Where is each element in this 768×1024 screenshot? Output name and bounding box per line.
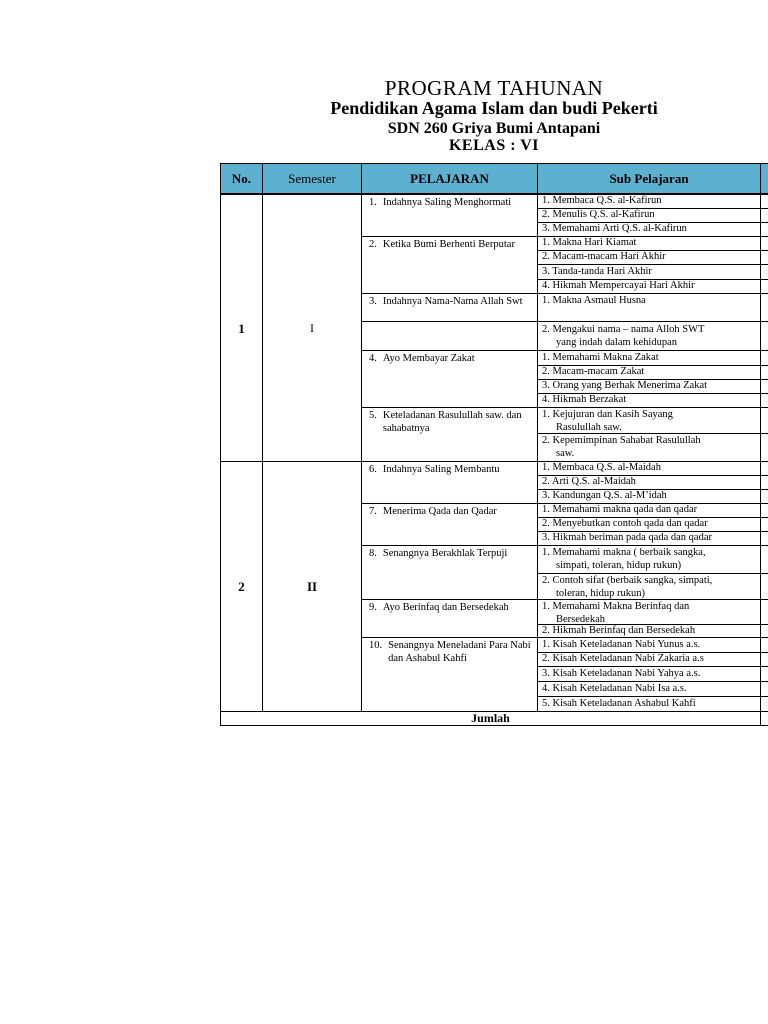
sub-pelajaran-text: 3. Orang yang Berhak Menerima Zakat (542, 380, 708, 391)
sub-pelajaran-cell (537, 194, 761, 209)
sub-pelajaran-cell (537, 637, 761, 653)
sub-pelajaran-text-cont: yang indah dalam kehidupan (556, 337, 678, 348)
sub-pelajaran-cell (537, 365, 761, 380)
sub-pelajaran-cell (537, 666, 761, 682)
pelajaran-title: Ketika Bumi Berhenti Berputar (382, 239, 515, 250)
sub-pelajaran-cell (537, 652, 761, 667)
sub-pelajaran-cell (537, 503, 761, 518)
extra-cell (760, 194, 768, 209)
pelajaran-cell (361, 236, 538, 294)
class-label: KELAS : VI (448, 137, 540, 154)
sub-pelajaran-text: 2. Hikmah Berinfaq dan Bersedekah (542, 625, 696, 636)
extra-cell (760, 696, 768, 712)
sub-pelajaran-text: 1. Memahami makna ( berbaik sangka, (542, 547, 706, 558)
sub-pelajaran-text: 1. Membaca Q.S. al-Kafirun (542, 195, 662, 206)
col-no-header: No. (220, 163, 263, 194)
semester-cell: II (262, 461, 362, 712)
sub-pelajaran-cell (537, 433, 761, 462)
pelajaran-title: Keteladanan Rasulullah saw. dan sahabatnya (382, 410, 522, 434)
sub-pelajaran-text: 3. Memahami Arti Q.S. al-Kafirun (542, 223, 687, 234)
sub-pelajaran-cell (537, 264, 761, 280)
extra-cell (760, 264, 768, 280)
extra-cell (760, 279, 768, 294)
extra-cell (760, 236, 768, 251)
sub-pelajaran-cell (537, 545, 761, 574)
pelajaran-cell (361, 637, 538, 712)
pelajaran-number: 3. (369, 296, 377, 307)
extra-cell (760, 681, 768, 697)
sub-pelajaran-text: 3. Tanda-tanda Hari Akhir (542, 266, 652, 277)
sub-pelajaran-text-cont: Bersedekah (556, 614, 605, 625)
extra-cell (760, 666, 768, 682)
sub-pelajaran-cell (537, 624, 761, 638)
col-pelajaran-header: PELAJARAN (361, 163, 538, 194)
pelajaran-title: Indahnya Saling Menghormati (382, 197, 512, 208)
row-number: 1 (220, 194, 263, 462)
pelajaran-title: Ayo Berinfaq dan Bersedekah (382, 602, 509, 613)
pelajaran-cell (361, 194, 538, 237)
document-subtitle: Pendidikan Agama Islam dan budi Pekerti (330, 98, 658, 118)
sub-pelajaran-cell (537, 222, 761, 237)
sub-pelajaran-text: 2. Mengakui nama – nama Alloh SWT (542, 324, 705, 335)
extra-cell (760, 208, 768, 223)
sub-pelajaran-text: 1. Memahami Makna Zakat (542, 352, 659, 363)
extra-cell (760, 365, 768, 380)
extra-cell (760, 350, 768, 366)
pelajaran-number: 2. (369, 239, 377, 250)
sub-pelajaran-text: 4. Kisah Keteladanan Nabi Isa a.s. (542, 683, 687, 694)
school-name: SDN 260 Griya Bumi Antapani (387, 120, 601, 137)
sub-pelajaran-text: 1. Membaca Q.S. al-Maidah (542, 462, 661, 473)
pelajaran-number: 10. (369, 640, 383, 651)
pelajaran-number: 4. (369, 353, 377, 364)
jumlah-extra-cell (760, 711, 768, 726)
sub-pelajaran-text: 2. Macam-macam Zakat (542, 366, 645, 377)
col-sub-pelajaran-header: Sub Pelajaran (537, 163, 761, 194)
sub-pelajaran-text: 1. Kejujuran dan Kasih Sayang (542, 409, 673, 420)
sub-pelajaran-cell (537, 293, 761, 322)
sub-pelajaran-cell (537, 279, 761, 294)
pelajaran-title: Ayo Membayar Zakat (382, 353, 475, 364)
extra-cell (760, 475, 768, 490)
extra-cell (760, 393, 768, 408)
sub-pelajaran-cell (537, 379, 761, 394)
sub-pelajaran-cell (537, 531, 761, 546)
sub-pelajaran-cell (537, 573, 761, 600)
extra-cell (760, 250, 768, 265)
pelajaran-cell (361, 293, 538, 322)
jumlah-row: Jumlah (220, 711, 761, 726)
pelajaran-number: 8. (369, 548, 377, 559)
pelajaran-number: 6. (369, 464, 377, 475)
sub-pelajaran-cell (537, 321, 761, 351)
document-title: PROGRAM TAHUNAN (384, 76, 604, 100)
extra-cell (760, 407, 768, 434)
pelajaran-number: 7. (369, 506, 377, 517)
sub-pelajaran-text: 1. Makna Hari Kiamat (542, 237, 637, 248)
sub-pelajaran-text: 4. Hikmah Berzakat (542, 394, 627, 405)
sub-pelajaran-cell (537, 236, 761, 251)
pelajaran-number: 9. (369, 602, 377, 613)
sub-pelajaran-text: 3. Kisah Keteladanan Nabi Yahya a.s. (542, 668, 701, 679)
sub-pelajaran-text: 1. Kisah Keteladanan Nabi Yunus a.s. (542, 639, 701, 650)
sub-pelajaran-text: 1. Memahami Makna Berinfaq dan (542, 601, 690, 612)
sub-pelajaran-text: 2. Kisah Keteladanan Nabi Zakaria a.s (542, 653, 704, 664)
sub-pelajaran-text: 3. Kandungan Q.S. al-M’idah (542, 490, 667, 501)
pelajaran-cell (361, 350, 538, 408)
pelajaran-cell (361, 461, 538, 504)
extra-cell (760, 624, 768, 638)
sub-pelajaran-cell (537, 350, 761, 366)
extra-cell (760, 531, 768, 546)
extra-cell (760, 433, 768, 462)
pelajaran-title: Senangnya Meneladani Para Nabi dan Ashabul Kahfi (388, 640, 531, 664)
extra-cell (760, 293, 768, 322)
sub-pelajaran-cell (537, 599, 761, 625)
pelajaran-cell (361, 503, 538, 546)
pelajaran-cell (361, 599, 538, 638)
sub-pelajaran-cell (537, 208, 761, 223)
sub-pelajaran-text: 3. Hikmah beriman pada qada dan qadar (542, 532, 712, 543)
extra-cell (760, 652, 768, 667)
sub-pelajaran-text-cont: saw. (556, 448, 575, 459)
extra-cell (760, 573, 768, 600)
pelajaran-cell-empty (361, 321, 538, 351)
sub-pelajaran-text: 1. Makna Asmaul Husna (542, 295, 646, 306)
sub-pelajaran-cell (537, 696, 761, 712)
pelajaran-cell (361, 545, 538, 600)
extra-cell (760, 599, 768, 625)
extra-cell (760, 637, 768, 653)
sub-pelajaran-text: 2. Kepemimpinan Sahabat Rasulullah (542, 435, 701, 446)
sub-pelajaran-cell (537, 475, 761, 490)
sub-pelajaran-text: 2. Macam-macam Hari Akhir (542, 251, 666, 262)
sub-pelajaran-cell (537, 393, 761, 408)
sub-pelajaran-text: 5. Kisah Keteladanan Ashabul Kahfi (542, 698, 696, 709)
sub-pelajaran-text: 1. Memahami makna qada dan qadar (542, 504, 698, 515)
pelajaran-title: Indahnya Nama-Nama Allah Swt (382, 296, 523, 307)
semester-cell: I (262, 194, 362, 462)
sub-pelajaran-cell (537, 407, 761, 434)
sub-pelajaran-text: 4. Hikmah Mempercayai Hari Akhir (542, 280, 695, 291)
sub-pelajaran-cell (537, 489, 761, 504)
sub-pelajaran-text-cont: Rasulullah saw. (556, 422, 622, 433)
sub-pelajaran-cell (537, 517, 761, 532)
sub-pelajaran-text: 2. Menulis Q.S. al-Kafirun (542, 209, 655, 220)
sub-pelajaran-cell (537, 250, 761, 265)
sub-pelajaran-text: 2. Arti Q.S. al-Maidah (542, 476, 636, 487)
extra-cell (760, 379, 768, 394)
sub-pelajaran-text: 2. Menyebutkan contoh qada dan qadar (542, 518, 708, 529)
sub-pelajaran-text-cont: toleran, hidup rukun) (556, 588, 645, 599)
extra-cell (760, 489, 768, 504)
pelajaran-title: Indahnya Saling Membantu (382, 464, 500, 475)
pelajaran-title: Menerima Qada dan Qadar (382, 506, 497, 517)
pelajaran-cell (361, 407, 538, 462)
sub-pelajaran-text-cont: simpati, toleran, hidup rukun) (556, 560, 682, 571)
sub-pelajaran-text: 2. Contoh sifat (berbaik sangka, simpati, (542, 575, 713, 586)
col-extra-header (760, 163, 768, 194)
col-semester-header: Semester (262, 163, 362, 194)
extra-cell (760, 461, 768, 476)
sub-pelajaran-cell (537, 681, 761, 697)
pelajaran-number: 1. (369, 197, 377, 208)
row-number: 2 (220, 461, 263, 712)
extra-cell (760, 503, 768, 518)
sub-pelajaran-cell (537, 461, 761, 476)
extra-cell (760, 222, 768, 237)
extra-cell (760, 321, 768, 351)
pelajaran-number: 5. (369, 410, 377, 421)
extra-cell (760, 545, 768, 574)
extra-cell (760, 517, 768, 532)
pelajaran-title: Senangnya Berakhlak Terpuji (382, 548, 508, 559)
